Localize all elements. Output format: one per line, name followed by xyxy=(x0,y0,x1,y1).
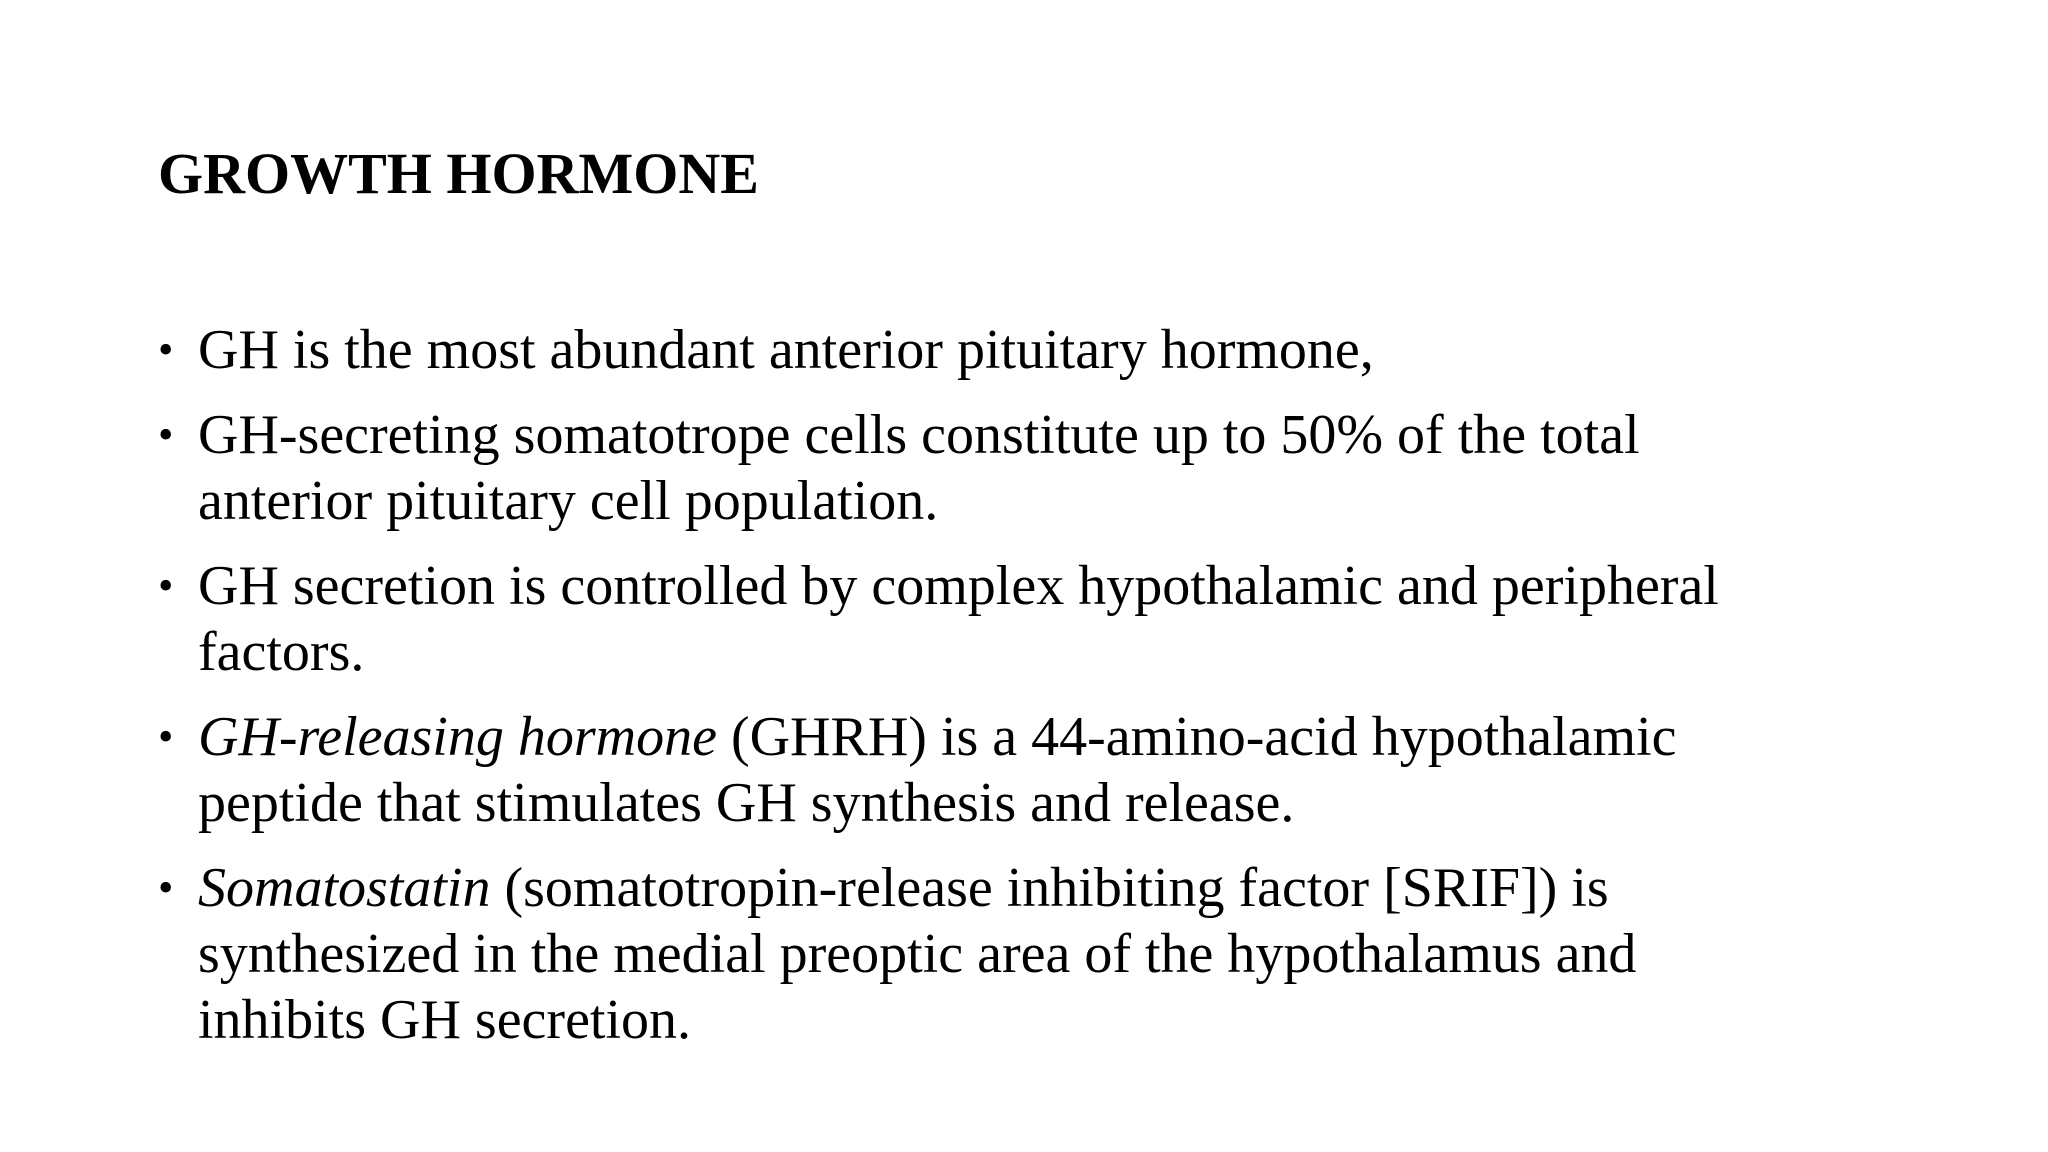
bullet-item-gh-abundance xyxy=(158,317,1958,383)
bullet-line: peptide that stimulates GH synthesis and release. xyxy=(198,772,1295,834)
italic-term: GH-releasing hormone xyxy=(198,706,717,768)
bullet-marker: • xyxy=(158,410,174,459)
bullet-line: anterior pituitary cell population. xyxy=(198,470,939,532)
bullet-marker: • xyxy=(158,325,174,374)
bullet-list xyxy=(158,317,1958,1072)
bullet-line: factors. xyxy=(198,621,365,683)
bullet-line: synthesized in the medial preoptic area of the hypothalamus and xyxy=(198,923,1637,985)
bullet-line: GH is the most abundant anterior pituitary hormone, xyxy=(198,319,1374,381)
bullet-line xyxy=(198,704,1958,770)
bullet-item-somatostatin xyxy=(158,855,1958,1053)
bullet-line: GH-secreting somatotrope cells constitute up to 50% of the total xyxy=(198,404,1640,466)
bullet-marker: • xyxy=(158,712,174,761)
slide-title: GROWTH HORMONE xyxy=(158,141,759,206)
bullet-marker: • xyxy=(158,863,174,912)
bullet-line: GH secretion is controlled by complex hypothalamic and peripheral xyxy=(198,555,1719,617)
bullet-line: inhibits GH secretion. xyxy=(198,989,692,1051)
bullet-item-gh-secretion-control xyxy=(158,553,1958,685)
bullet-item-ghrh xyxy=(158,704,1958,836)
bullet-item-somatotrope-cells xyxy=(158,402,1958,534)
bullet-line xyxy=(198,855,1958,921)
bullet-line-text: (GHRH) is a 44-amino-acid hypothalamic xyxy=(716,706,1677,768)
italic-term: Somatostatin xyxy=(198,857,491,919)
bullet-marker: • xyxy=(158,561,174,610)
bullet-line-text: (somatotropin-release inhibiting factor [SRIF]) is xyxy=(490,857,1609,919)
